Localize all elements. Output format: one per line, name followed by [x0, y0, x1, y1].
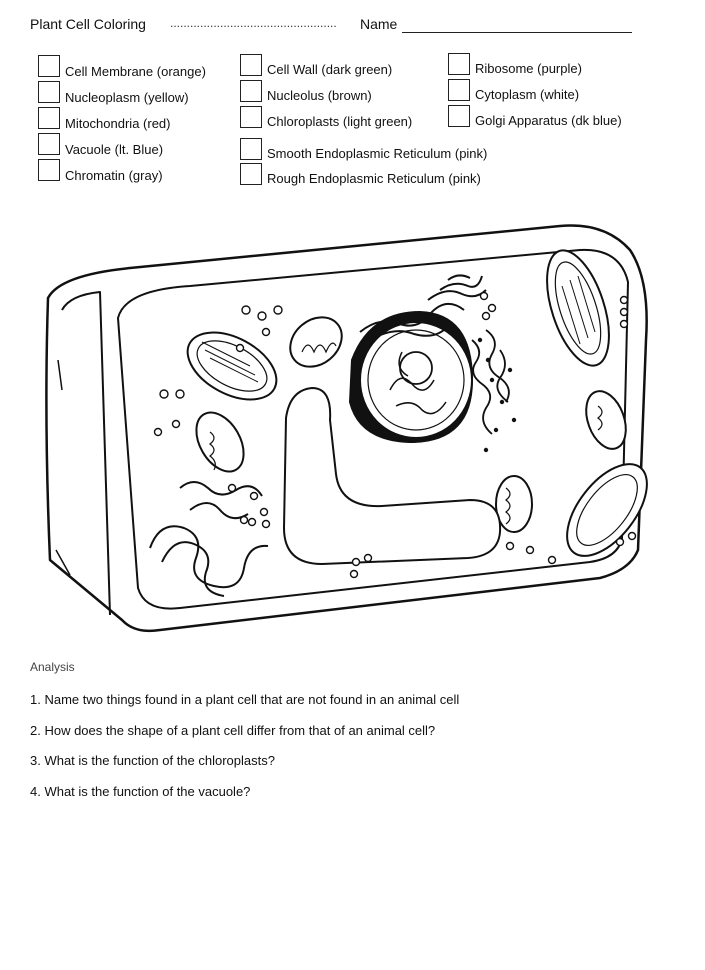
checkbox-smooth-er[interactable] [240, 138, 262, 160]
title-dots: .................................................. [170, 16, 337, 30]
chloroplast [552, 450, 663, 570]
checkbox-chloroplasts[interactable] [240, 106, 262, 128]
key-label: Smooth Endoplasmic Reticulum (pink) [267, 146, 488, 161]
name-label: Name [360, 16, 398, 32]
checkbox-golgi[interactable] [448, 105, 470, 127]
question-3: 3. What is the function of the chloroplasts? [30, 753, 275, 768]
mitochondrion [496, 476, 532, 532]
chloroplast [535, 243, 622, 373]
checkbox-ribosome[interactable] [448, 53, 470, 75]
key-label: Cytoplasm (white) [475, 87, 580, 102]
checkbox-nucleolus[interactable] [240, 80, 262, 102]
key-label: Golgi Apparatus (dk blue) [475, 113, 622, 128]
checkbox-mitochondria[interactable] [38, 107, 60, 129]
chloroplast [176, 319, 287, 414]
key-label: Nucleoplasm (yellow) [65, 90, 189, 105]
checkbox-vacuole[interactable] [38, 133, 60, 155]
checkbox-cell-membrane[interactable] [38, 55, 60, 77]
question-1: 1. Name two things found in a plant cell that are not found in an animal cell [30, 692, 460, 707]
question-2: 2. How does the shape of a plant cell differ from that of an animal cell? [30, 723, 436, 738]
checkbox-cytoplasm[interactable] [448, 79, 470, 101]
key-label: Vacuole (lt. Blue) [65, 142, 164, 157]
plant-cell-illustration [40, 220, 670, 640]
question-4: 4. What is the function of the vacuole? [30, 784, 251, 799]
checkbox-cell-wall[interactable] [240, 54, 262, 76]
key-label: Mitochondria (red) [65, 116, 171, 131]
nucleus [350, 312, 472, 442]
ribosomes-on-er [478, 338, 516, 452]
key-label: Cell Membrane (orange) [65, 64, 206, 79]
key-label: Nucleolus (brown) [267, 88, 372, 103]
mitochondrion [187, 404, 254, 479]
cell-side-face [62, 292, 110, 615]
checkbox-nucleoplasm[interactable] [38, 81, 60, 103]
color-key [0, 0, 705, 200]
plant-cell-diagram [40, 220, 670, 640]
checkbox-rough-er[interactable] [240, 163, 262, 185]
key-label: Ribosome (purple) [475, 61, 582, 76]
key-label: Chloroplasts (light green) [267, 114, 413, 129]
analysis-heading: Analysis [30, 660, 75, 674]
smooth-er [150, 482, 268, 596]
mitochondrion [280, 307, 351, 377]
rough-er [472, 330, 509, 434]
checkbox-chromatin[interactable] [38, 159, 60, 181]
worksheet-title: Plant Cell Coloring [30, 16, 146, 32]
key-label: Chromatin (gray) [65, 168, 163, 183]
key-label: Cell Wall (dark green) [267, 62, 393, 77]
key-label: Rough Endoplasmic Reticulum (pink) [267, 171, 481, 186]
side-mark [58, 360, 62, 390]
